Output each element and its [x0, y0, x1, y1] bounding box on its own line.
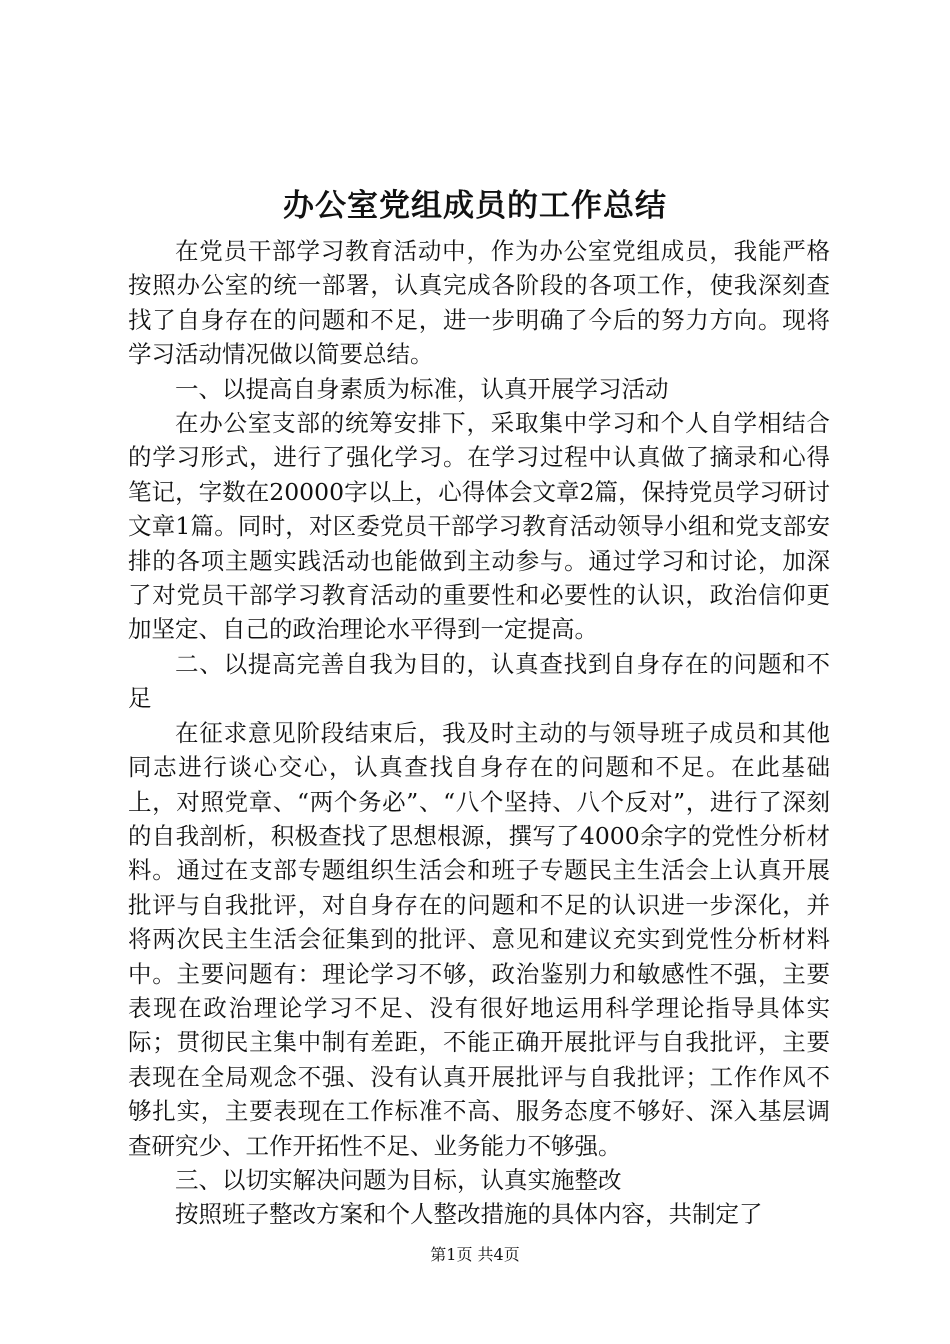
section-heading-2: 二、以提高完善自我为目的，认真查找到自身存在的问题和不足 — [128, 649, 830, 713]
section-heading-3: 三、以切实解决问题为目标，认真实施整改 — [175, 1165, 622, 1194]
paragraph-section-1: 在办公室支部的统筹安排下，采取集中学习和个人自学相结合的学习形式，进行了强化学习。在学习过程中认真做了摘录和心得笔记，字数在20000字以上，心得体会文章2篇，保持党员学习研讨文章1篇。同时，对区委党员干部学习教育活动领导小组和党支部安排的各项主题实践活动也能做到主动参与。通过学习和讨论，加深了对党员干部学习教育活动的重要性和必要性的认识，政治信仰更加坚定、自己的政治理论水平得到一定提高。 — [128, 409, 830, 644]
paragraph-section-2: 在征求意见阶段结束后，我及时主动的与领导班子成员和其他同志进行谈心交心，认真查找自身存在的问题和不足。在此基础上，对照党章、“两个务必”、“八个坚持、八个反对”，进行了深刻的自我剖析，积极查找了思想根源，撰写了4000余字的党性分析材料。通过在支部专题组织生活会和班子专题民主生活会上认真开展批评与自我批评，对自身存在的问题和不足的认识进一步深化，并将两次民主生活会征集到的批评、意见和建议充实到党性分析材料中。主要问题有：理论学习不够，政治鉴别力和敏感性不强，主要表现在政治理论学习不足、没有很好地运用科学理论指导具体实际；贯彻民主集中制有差距，不能正确开展批评与自我批评，主要表现在全局观念不强、没有认真开展批评与自我批评；工作作风不够扎实，主要表现在工作标准不高、服务态度不够好、深入基层调查研究少、工作开拓性不足、业务能力不够强。 — [128, 718, 830, 1160]
document-title: 办公室党组成员的工作总结 — [283, 188, 667, 224]
section-heading-1: 一、以提高自身素质为标准，认真开展学习活动 — [175, 374, 669, 403]
paragraph-section-3: 按照班子整改方案和个人整改措施的具体内容，共制定了 — [175, 1200, 763, 1229]
page-footer: 第1页 共4页 — [430, 1245, 520, 1264]
document-body — [128, 234, 830, 1232]
paragraph-intro: 在党员干部学习教育活动中，作为办公室党组成员，我能严格按照办公室的统一部署，认真完成各阶段的各项工作，使我深刻查找了自身存在的问题和不足，进一步明确了今后的努力方向。现将学习活动情况做以简要总结。 — [128, 237, 830, 369]
